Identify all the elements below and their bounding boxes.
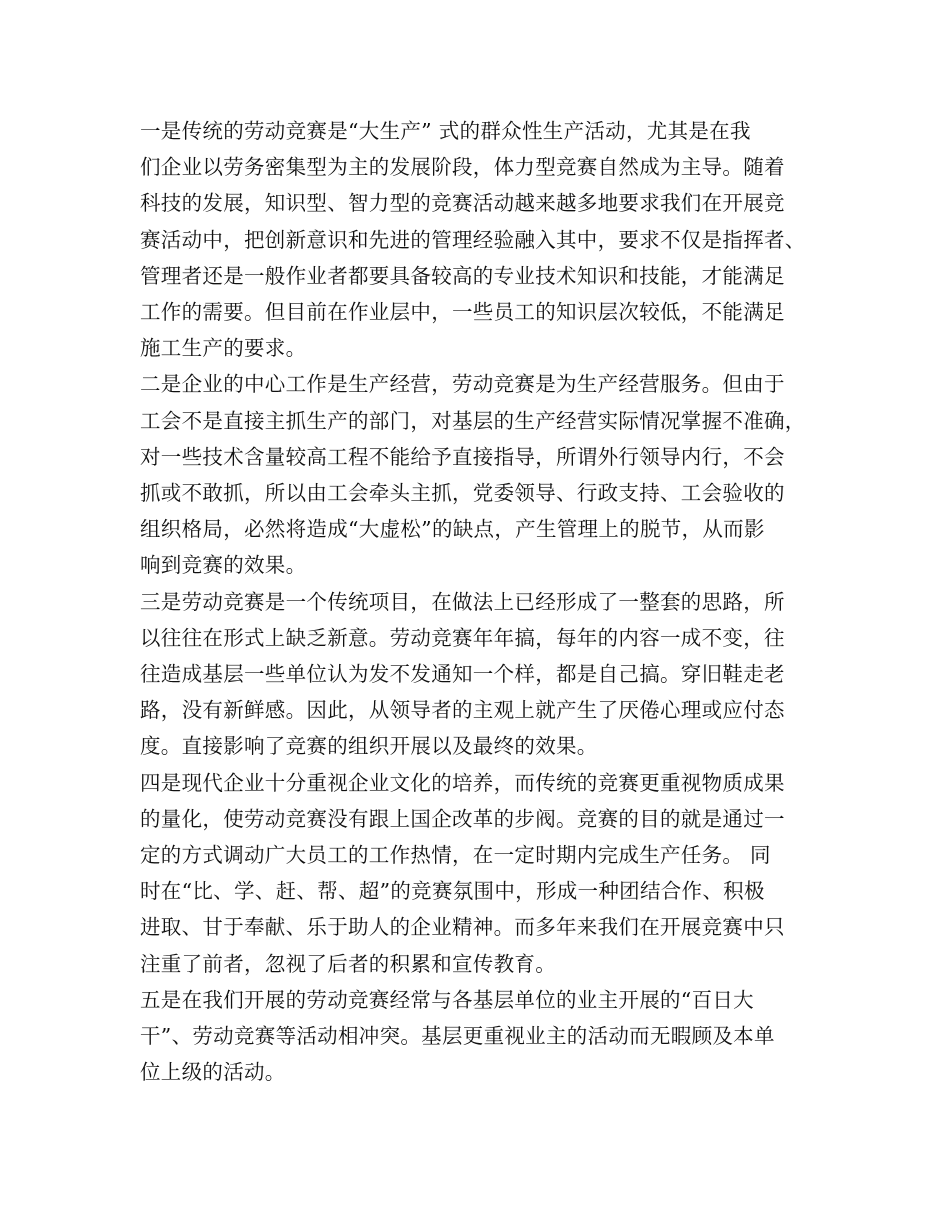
text-line: 赛活动中，把创新意识和先进的管理经验融入其中，要求不仅是指挥者、: [140, 227, 806, 252]
text-line: 工会不是直接主抓生产的部门，对基层的生产经营实际情况掌握不准确，: [140, 408, 806, 433]
text-line: 二是企业的中心工作是生产经营，劳动竞赛是为生产经营服务。但由于: [140, 372, 785, 397]
text-line: 施工生产的要求。: [140, 336, 307, 361]
text-line: 响到竞赛的效果。: [140, 553, 307, 578]
text-line: 五是在我们开展的劳动竞赛经常与各基层单位的业主开展的“百日大: [140, 987, 754, 1012]
text-line: 工作的需要。但目前在作业层中，一些员工的知识层次较低，不能满足: [140, 300, 785, 325]
text-line: 抓或不敢抓，所以由工会牵头主抓，党委领导、行政支持、工会验收的: [140, 481, 785, 506]
text-line: 进取、甘于奉献、乐于助人的企业精神。而多年来我们在开展竞赛中只: [140, 915, 785, 940]
paragraph-3: [140, 584, 816, 765]
text-line: 时在“比、学、赶、帮、超”的竞赛氛围中，形成一种团结合作、积极: [140, 879, 765, 904]
paragraph-1: [140, 113, 816, 366]
text-line: 四是现代企业十分重视企业文化的培养，而传统的竞赛更重视物质成果: [140, 770, 785, 795]
text-line: 的量化，使劳动竞赛没有跟上国企改革的步阀。竞赛的目的就是通过一: [140, 806, 785, 831]
text-line: 位上级的活动。: [140, 1060, 286, 1085]
text-line: 组织格局，必然将造成“大虚松”的缺点，产生管理上的脱节，从而影: [140, 517, 765, 542]
paragraph-5: [140, 982, 816, 1091]
text-line: 往造成基层一些单位认为发不发通知一个样，都是自己搞。穿旧鞋走老: [140, 662, 785, 687]
paragraph-4: [140, 765, 816, 982]
document-body: [140, 113, 816, 1090]
text-line: 一是传统的劳动竞赛是“大生产” 式的群众性生产活动，尤其是在我: [140, 119, 751, 143]
text-line: 管理者还是一般作业者都要具备较高的专业技术知识和技能，才能满足: [140, 263, 785, 288]
text-line: 度。直接影响了竞赛的组织开展以及最终的效果。: [140, 734, 598, 759]
paragraph-2: [140, 366, 816, 583]
text-line: 科技的发展，知识型、智力型的竞赛活动越来越多地要求我们在开展竞: [140, 191, 785, 216]
text-line: 以往往在形式上缺乏新意。劳动竞赛年年搞，每年的内容一成不变，往: [140, 625, 785, 650]
text-line: 定的方式调动广大员工的工作热情，在一定时期内完成生产任务。 同: [140, 843, 771, 868]
text-line: 三是劳动竞赛是一个传统项目，在做法上已经形成了一整套的思路，所: [140, 589, 785, 614]
text-line: 路，没有新鲜感。因此，从领导者的主观上就产生了厌倦心理或应付态: [140, 698, 785, 723]
text-line: 注重了前者，忽视了后者的积累和宣传教育。: [140, 951, 556, 976]
text-line: 们企业以劳务密集型为主的发展阶段，体力型竞赛自然成为主导。随着: [140, 155, 785, 180]
text-line: 干”、劳动竞赛等活动相冲突。基层更重视业主的活动而无暇顾及本单: [140, 1024, 775, 1049]
text-line: 对一些技术含量较高工程不能给予直接指导，所谓外行领导内行，不会: [140, 444, 785, 469]
